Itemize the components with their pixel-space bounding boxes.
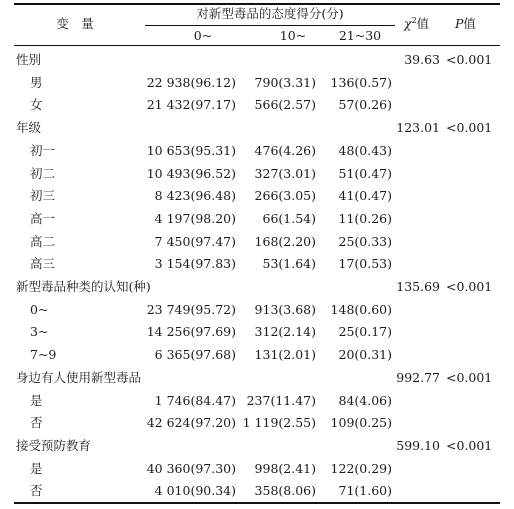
chi-square-value: 39.63 <box>404 52 440 67</box>
row-label: 初一 <box>30 143 56 158</box>
cell-score-21-30: 71(1.60) <box>338 483 392 498</box>
row-label: 是 <box>30 461 43 476</box>
p-suffix: 值 <box>463 16 476 31</box>
p-symbol: P <box>455 16 464 31</box>
cell-score-10: 358(8.06) <box>254 483 316 498</box>
cell-score-0: 14 256(97.69) <box>146 324 236 339</box>
group-header-rule <box>145 25 395 26</box>
chi-square-value: 135.69 <box>396 279 440 294</box>
header-col-0: 0~ <box>193 28 213 43</box>
cell-score-10: 566(2.57) <box>254 97 316 112</box>
table-bottom-rule <box>14 502 500 504</box>
row-label: 是 <box>30 393 43 408</box>
cell-score-21-30: 51(0.47) <box>338 166 392 181</box>
cell-score-21-30: 109(0.25) <box>330 415 392 430</box>
cell-score-21-30: 17(0.53) <box>338 256 392 271</box>
cell-score-0: 23 749(95.72) <box>146 302 236 317</box>
cell-score-21-30: 148(0.60) <box>330 302 392 317</box>
row-label: 初二 <box>30 166 56 181</box>
cell-score-21-30: 84(4.06) <box>338 393 392 408</box>
cell-score-21-30: 57(0.26) <box>338 97 392 112</box>
cell-score-10: 237(11.47) <box>246 393 316 408</box>
cell-score-10: 327(3.01) <box>254 166 316 181</box>
row-label: 女 <box>30 97 43 112</box>
group-label: 性别 <box>16 52 42 67</box>
cell-score-0: 10 653(95.31) <box>146 143 236 158</box>
cell-score-10: 1 119(2.55) <box>242 415 316 430</box>
cell-score-10: 53(1.64) <box>262 256 316 271</box>
p-value: <0.001 <box>446 279 493 294</box>
chi-square-value: 123.01 <box>396 120 440 135</box>
header-col-21-30: 21~30 <box>338 28 382 43</box>
chi-square-value: 599.10 <box>396 438 440 453</box>
row-label: 0~ <box>30 302 49 317</box>
header-p-value <box>455 16 476 32</box>
cell-score-10: 312(2.14) <box>254 324 316 339</box>
cell-score-21-30: 20(0.31) <box>338 347 392 362</box>
cell-score-0: 21 432(97.17) <box>146 97 236 112</box>
p-value: <0.001 <box>446 52 493 67</box>
cell-score-0: 22 938(96.12) <box>146 75 236 90</box>
table-top-rule <box>14 3 500 5</box>
row-label: 否 <box>30 483 43 498</box>
cell-score-0: 4 197(98.20) <box>154 211 236 226</box>
group-label: 新型毒品种类的认知(种) <box>16 279 151 294</box>
cell-score-10: 476(4.26) <box>254 143 316 158</box>
p-value: <0.001 <box>446 120 493 135</box>
cell-score-21-30: 41(0.47) <box>338 188 392 203</box>
cell-score-21-30: 11(0.26) <box>338 211 392 226</box>
cell-score-10: 790(3.31) <box>254 75 316 90</box>
cell-score-21-30: 48(0.43) <box>338 143 392 158</box>
header-chi-square <box>404 16 429 32</box>
chi-square-value: 992.77 <box>396 370 440 385</box>
chi-superscript: 2 <box>411 15 417 25</box>
row-label: 初三 <box>30 188 56 203</box>
row-label: 高二 <box>30 234 56 249</box>
header-group-title: 对新型毒品的态度得分(分) <box>196 6 344 21</box>
group-label: 身边有人使用新型毒品 <box>16 370 142 385</box>
cell-score-21-30: 136(0.57) <box>330 75 392 90</box>
cell-score-0: 7 450(97.47) <box>154 234 236 249</box>
cell-score-0: 10 493(96.52) <box>146 166 236 181</box>
chi-symbol: χ <box>404 16 412 31</box>
row-label: 否 <box>30 415 43 430</box>
cell-score-0: 4 010(90.34) <box>154 483 236 498</box>
cell-score-10: 131(2.01) <box>254 347 316 362</box>
cell-score-10: 913(3.68) <box>254 302 316 317</box>
cell-score-10: 998(2.41) <box>254 461 316 476</box>
cell-score-21-30: 25(0.17) <box>338 324 392 339</box>
header-variable: 变 量 <box>56 16 94 31</box>
p-value: <0.001 <box>446 438 493 453</box>
chi-suffix: 值 <box>416 16 430 31</box>
cell-score-10: 266(3.05) <box>254 188 316 203</box>
cell-score-0: 42 624(97.20) <box>146 415 236 430</box>
cell-score-0: 1 746(84.47) <box>154 393 236 408</box>
cell-score-21-30: 122(0.29) <box>330 461 392 476</box>
p-value: <0.001 <box>446 370 493 385</box>
row-label: 7~9 <box>30 347 57 362</box>
cell-score-21-30: 25(0.33) <box>338 234 392 249</box>
cell-score-10: 168(2.20) <box>254 234 316 249</box>
cell-score-10: 66(1.54) <box>262 211 316 226</box>
cell-score-0: 40 360(97.30) <box>146 461 236 476</box>
row-label: 高三 <box>30 256 56 271</box>
group-label: 接受预防教育 <box>16 438 92 453</box>
cell-score-0: 6 365(97.68) <box>154 347 236 362</box>
header-bottom-rule <box>14 45 500 46</box>
cell-score-0: 3 154(97.83) <box>154 256 236 271</box>
group-label: 年级 <box>16 120 42 135</box>
header-col-10: 10~ <box>279 28 307 43</box>
row-label: 3~ <box>30 324 49 339</box>
cell-score-0: 8 423(96.48) <box>154 188 236 203</box>
row-label: 男 <box>30 75 43 90</box>
row-label: 高一 <box>30 211 56 226</box>
